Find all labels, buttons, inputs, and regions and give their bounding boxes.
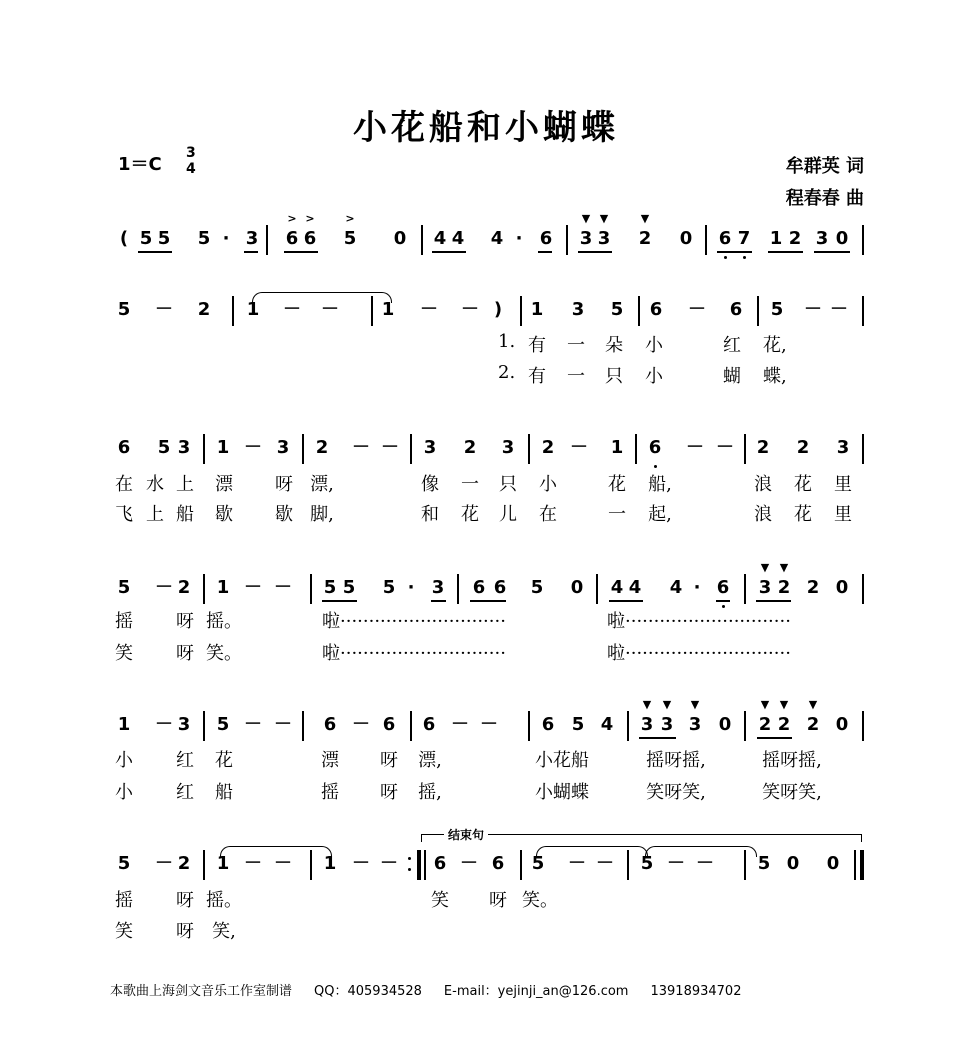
accent-mark: ▼	[779, 698, 789, 711]
ending-label: 结束句	[444, 826, 488, 843]
note: －	[688, 299, 706, 320]
note: 2	[197, 299, 211, 320]
note: －	[244, 437, 262, 458]
lyric-syllable: 摇呀摇,	[646, 750, 706, 771]
accent-mark: ▼	[662, 698, 672, 711]
note: 2	[796, 437, 810, 458]
accent-mark: ▼	[599, 212, 609, 225]
lyric-syllable: 呀	[176, 890, 194, 911]
note: 2	[777, 714, 791, 735]
note: 2	[758, 714, 772, 735]
note: 7	[737, 228, 751, 249]
lyric-syllable: 呀	[489, 890, 507, 911]
note: 6	[117, 437, 131, 458]
lyric-syllable: 浪	[754, 504, 772, 525]
lyric-syllable: 船	[215, 782, 233, 803]
note: 3	[660, 714, 674, 735]
note: 0	[835, 228, 849, 249]
note: －	[596, 853, 614, 874]
note: －	[244, 853, 262, 874]
note: 6	[422, 714, 436, 735]
lyric-syllable: 儿	[499, 504, 517, 525]
lyric-syllable: 船	[176, 504, 194, 525]
note: 6	[541, 714, 555, 735]
note: 2	[541, 437, 555, 458]
note: 6	[472, 577, 486, 598]
lyric-syllable: 水	[146, 474, 164, 495]
lyric-syllable: 有	[528, 366, 546, 387]
note: －	[461, 299, 479, 320]
lyric-syllable: 摇	[115, 890, 133, 911]
lyric-syllable: 2.	[498, 362, 516, 383]
lyric-syllable: 呀	[275, 474, 293, 495]
lyric-syllable: 摇。	[206, 890, 242, 911]
note: 6	[716, 577, 730, 598]
note: 0	[718, 714, 732, 735]
note: 3	[579, 228, 593, 249]
note: 5	[342, 577, 356, 598]
note: 3	[758, 577, 772, 598]
note: (	[119, 228, 129, 249]
lyric-syllable: 啦·····························	[607, 643, 791, 664]
note: 2	[756, 437, 770, 458]
note: 6	[303, 228, 317, 249]
note: －	[155, 299, 173, 320]
note: －	[420, 299, 438, 320]
note: 5	[530, 577, 544, 598]
note: －	[667, 853, 685, 874]
note: 6	[729, 299, 743, 320]
time-denominator: 4	[186, 161, 196, 177]
note: －	[352, 853, 370, 874]
note: 1	[216, 437, 230, 458]
note: 5	[640, 853, 654, 874]
note: －	[352, 437, 370, 458]
note: 3	[431, 577, 445, 598]
note: －	[696, 853, 714, 874]
note: 1	[117, 714, 131, 735]
note: 3	[571, 299, 585, 320]
lyric-syllable: 一	[461, 474, 479, 495]
note: 4	[451, 228, 465, 249]
accent-mark: ▼	[760, 698, 770, 711]
note: 3	[423, 437, 437, 458]
note: 1	[610, 437, 624, 458]
lyric-syllable: 红	[176, 782, 194, 803]
note: －	[451, 714, 469, 735]
lyric-syllable: 呀	[380, 782, 398, 803]
lyric-syllable: 1.	[498, 331, 516, 352]
note: －	[380, 853, 398, 874]
note: 6	[323, 714, 337, 735]
lyric-syllable: 小	[645, 366, 663, 387]
lyric-syllable: 歇	[275, 504, 293, 525]
lyric-syllable: 笑	[431, 890, 449, 911]
note: 0	[835, 714, 849, 735]
note: 2	[806, 714, 820, 735]
note: ·	[693, 577, 701, 598]
lyric-syllable: 只	[499, 474, 517, 495]
note: 4	[610, 577, 624, 598]
lyric-syllable: 里	[834, 504, 852, 525]
note: 5	[770, 299, 784, 320]
note: 4	[433, 228, 447, 249]
note: －	[244, 577, 262, 598]
note: 0	[570, 577, 584, 598]
note: －	[155, 577, 173, 598]
note: －	[352, 714, 370, 735]
note: －	[283, 299, 301, 320]
lyric-syllable: 和	[421, 504, 439, 525]
note: 3	[245, 228, 259, 249]
note: 6	[382, 714, 396, 735]
note: 5	[139, 228, 153, 249]
lyric-syllable: 花	[608, 474, 626, 495]
lyric-syllable: 飞	[115, 504, 133, 525]
note: 6	[491, 853, 505, 874]
lyric-syllable: 一	[608, 504, 626, 525]
accent-mark: ▼	[581, 212, 591, 225]
note: －	[274, 853, 292, 874]
lyric-syllable: 浪	[754, 474, 772, 495]
note: 1	[769, 228, 783, 249]
note: 5	[343, 228, 357, 249]
note: 2	[463, 437, 477, 458]
accent-mark: ▼	[690, 698, 700, 711]
note: 6	[648, 437, 662, 458]
note: 5	[571, 714, 585, 735]
note: 5	[197, 228, 211, 249]
key-signature: 1＝C	[118, 154, 162, 175]
lyric-syllable: 花	[215, 750, 233, 771]
note: 2	[777, 577, 791, 598]
note: 1	[530, 299, 544, 320]
note: 4	[600, 714, 614, 735]
footer-email: E-mail：yejinji_an@126.com	[443, 984, 629, 999]
lyric-syllable: 摇	[321, 782, 339, 803]
note: －	[830, 299, 848, 320]
lyric-syllable: 起,	[648, 504, 672, 525]
note: 5	[531, 853, 545, 874]
footer-studio: 本歌曲上海剑文音乐工作室制谱	[110, 984, 293, 999]
lyric-syllable: 蝶,	[763, 366, 787, 387]
note: ·	[407, 577, 415, 598]
note: 2	[177, 577, 191, 598]
note: 6	[718, 228, 732, 249]
accent-mark: ▼	[760, 561, 770, 574]
lyric-syllable: 朵	[605, 335, 623, 356]
note: －	[686, 437, 704, 458]
composer-credit: 程春春 曲	[785, 188, 864, 209]
lyric-syllable: 小	[539, 474, 557, 495]
lyric-syllable: 在	[115, 474, 133, 495]
note: －	[381, 437, 399, 458]
lyric-syllable: 上	[146, 504, 164, 525]
footer	[110, 980, 763, 999]
lyric-syllable: 笑	[115, 643, 133, 664]
note: 4	[669, 577, 683, 598]
lyric-syllable: 呀	[176, 643, 194, 664]
note: －	[155, 714, 173, 735]
note: 3	[688, 714, 702, 735]
lyric-syllable: 里	[834, 474, 852, 495]
lyric-syllable: 呀	[176, 921, 194, 942]
note: 0	[835, 577, 849, 598]
lyric-syllable: 小	[115, 750, 133, 771]
note: －	[570, 437, 588, 458]
lyric-syllable: 呀	[176, 611, 194, 632]
note: ·	[222, 228, 230, 249]
note: 3	[501, 437, 515, 458]
note: 0	[826, 853, 840, 874]
note: 5	[117, 577, 131, 598]
note: 3	[640, 714, 654, 735]
lyric-syllable: 笑,	[212, 921, 236, 942]
lyric-syllable: 脚,	[310, 504, 334, 525]
lyric-syllable: 啦·····························	[607, 611, 791, 632]
lyric-syllable: 上	[176, 474, 194, 495]
note: 1	[216, 853, 230, 874]
lyric-syllable: 笑。	[206, 643, 242, 664]
note: －	[274, 577, 292, 598]
song-title: 小花船和小蝴蝶	[353, 108, 619, 148]
note: 6	[433, 853, 447, 874]
lyric-syllable: 小	[645, 335, 663, 356]
note: －	[321, 299, 339, 320]
footer-qq: QQ：405934528	[314, 984, 422, 999]
lyric-syllable: 漂	[215, 474, 233, 495]
lyric-syllable: 歇	[215, 504, 233, 525]
note: 3	[177, 714, 191, 735]
lyric-syllable: 摇呀摇,	[762, 750, 822, 771]
note: －	[274, 714, 292, 735]
note: 6	[285, 228, 299, 249]
lyric-syllable: 小蝴蝶	[535, 782, 589, 803]
lyric-syllable: 漂	[321, 750, 339, 771]
lyric-syllable: 有	[528, 335, 546, 356]
note: 5	[157, 228, 171, 249]
lyric-syllable: 漂,	[418, 750, 442, 771]
accent-mark: >	[345, 212, 355, 225]
accent-mark: ▼	[808, 698, 818, 711]
lyric-syllable: 小花船	[535, 750, 589, 771]
note: 2	[638, 228, 652, 249]
note: 3	[815, 228, 829, 249]
lyric-syllable: 一	[567, 335, 585, 356]
lyric-syllable: 啦·····························	[322, 611, 506, 632]
footer-phone: 13918934702	[650, 984, 742, 999]
lyric-syllable: 笑呀笑,	[762, 782, 822, 803]
accent-mark: ▼	[642, 698, 652, 711]
note: －	[155, 853, 173, 874]
note: －	[460, 853, 478, 874]
lyricist-credit: 牟群英 词	[785, 156, 864, 177]
note: 5	[216, 714, 230, 735]
note: 1	[216, 577, 230, 598]
note: 1	[381, 299, 395, 320]
time-numerator: 3	[186, 145, 196, 161]
note: 5	[382, 577, 396, 598]
lyric-syllable: 漂,	[310, 474, 334, 495]
note: 4	[490, 228, 504, 249]
lyric-syllable: 摇	[115, 611, 133, 632]
accent-mark: ▼	[779, 561, 789, 574]
lyric-syllable: 笑呀笑,	[646, 782, 706, 803]
note: 1	[246, 299, 260, 320]
lyric-syllable: 红	[723, 335, 741, 356]
lyric-syllable: 小	[115, 782, 133, 803]
lyric-syllable: 呀	[380, 750, 398, 771]
note: 5	[157, 437, 171, 458]
note: 6	[539, 228, 553, 249]
note: 0	[393, 228, 407, 249]
note: 3	[276, 437, 290, 458]
lyric-syllable: 像	[421, 474, 439, 495]
note: －	[716, 437, 734, 458]
note: 3	[177, 437, 191, 458]
lyric-syllable: 船,	[648, 474, 672, 495]
lyric-syllable: 花	[461, 504, 479, 525]
note: 5	[117, 299, 131, 320]
accent-mark: >	[287, 212, 297, 225]
note: 5	[757, 853, 771, 874]
note: 2	[177, 853, 191, 874]
accent-mark: ▼	[640, 212, 650, 225]
note: 1	[323, 853, 337, 874]
lyric-syllable: 花,	[763, 335, 787, 356]
note: 5	[610, 299, 624, 320]
note: ·	[515, 228, 523, 249]
lyric-syllable: 笑	[115, 921, 133, 942]
note: 5	[323, 577, 337, 598]
note: 0	[786, 853, 800, 874]
lyric-syllable: 摇,	[418, 782, 442, 803]
note: －	[804, 299, 822, 320]
note: 2	[315, 437, 329, 458]
lyric-syllable: 摇。	[206, 611, 242, 632]
accent-mark: >	[305, 212, 315, 225]
lyric-syllable: 在	[539, 504, 557, 525]
lyric-syllable: 红	[176, 750, 194, 771]
note: －	[568, 853, 586, 874]
lyric-syllable: 花	[794, 474, 812, 495]
note: 5	[117, 853, 131, 874]
note: 0	[679, 228, 693, 249]
note: 3	[836, 437, 850, 458]
note: )	[493, 299, 503, 320]
lyric-syllable: 一	[567, 366, 585, 387]
lyric-syllable: 笑。	[522, 890, 558, 911]
lyric-syllable: 蝴	[723, 366, 741, 387]
note: －	[244, 714, 262, 735]
note: －	[480, 714, 498, 735]
note: 6	[649, 299, 663, 320]
note: 2	[788, 228, 802, 249]
note: 6	[493, 577, 507, 598]
note: 2	[806, 577, 820, 598]
lyric-syllable: 啦·····························	[322, 643, 506, 664]
note: 4	[628, 577, 642, 598]
note: 3	[597, 228, 611, 249]
lyric-syllable: 花	[794, 504, 812, 525]
lyric-syllable: 只	[605, 366, 623, 387]
